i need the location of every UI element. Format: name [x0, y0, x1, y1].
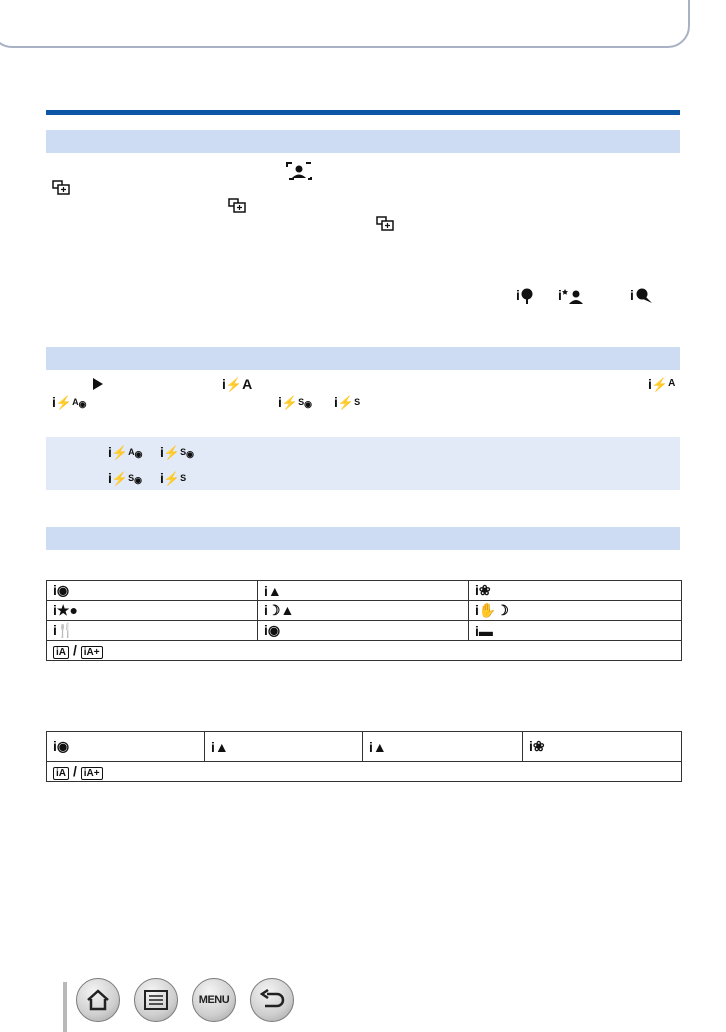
i-flash-auto: i⚡$^A$ [648, 376, 676, 392]
menu-label: MENU [198, 994, 230, 1006]
multi-area-af-icon [52, 180, 70, 195]
home-button[interactable] [76, 978, 120, 1022]
scene-cell: i◉ [47, 581, 258, 601]
multi-area-af-icon [376, 216, 394, 231]
face-detect-icon [286, 162, 312, 180]
section-band-flash [46, 347, 680, 370]
scene-cell: i❀ [469, 581, 682, 601]
scene-table-photo [46, 580, 682, 661]
list-icon [143, 989, 169, 1011]
nav-divider [63, 982, 67, 1032]
i-flash-slow-redeye: i⚡$^S$◉ [108, 470, 142, 486]
i-flash-auto-redeye: i⚡$^A$◉ [52, 394, 87, 410]
i-flash-slow-redeye: i⚡$^S$◉ [278, 394, 312, 410]
back-button[interactable] [250, 978, 294, 1022]
ia-mode-cell: iA / iA+ [47, 762, 682, 782]
multi-area-af-icon [228, 198, 246, 213]
i-flash-auto-redeye: i⚡$^A$◉ [108, 444, 143, 460]
ia-icon: iA [53, 646, 69, 659]
scene-table-video [46, 731, 682, 782]
home-icon [85, 988, 111, 1012]
ia-plus-icon: iA+ [81, 767, 103, 780]
ia-mode-cell: iA / iA+ [47, 641, 682, 661]
ia-plus-icon: iA+ [81, 646, 103, 659]
scene-cell: i▲ [258, 581, 469, 601]
scene-cell: i☽▲ [258, 601, 469, 621]
scene-cell: i❀ [523, 732, 682, 762]
play-icon [92, 377, 104, 391]
scene-cell: i▲ [363, 732, 523, 762]
ia-icon: iA [53, 767, 69, 780]
scene-cell: i✋☽ [469, 601, 682, 621]
scene-cell: i🍴 [47, 621, 258, 641]
i-flash-slow-redeye: i⚡$^S$◉ [160, 444, 194, 460]
scene-cell: i▬ [469, 621, 682, 641]
section-band-scene [46, 527, 680, 550]
i-baby-icon: i [630, 287, 654, 304]
i-flash-slow: i⚡$^S$ [334, 394, 361, 410]
menu-button[interactable] [192, 978, 236, 1022]
title-rule [46, 110, 680, 115]
scene-cell: i◉ [258, 621, 469, 641]
i-flash-slow: i⚡$^S$ [160, 470, 187, 486]
scene-cell: i★● [47, 601, 258, 621]
i-night-portrait-icon: i [558, 287, 584, 304]
i-flash-auto: i⚡A [222, 376, 253, 392]
section-band-af [46, 130, 680, 153]
i-portrait-icon: i [516, 287, 534, 304]
scene-cell: i▲ [205, 732, 363, 762]
page-header-tab [0, 0, 690, 48]
back-arrow-icon [259, 989, 285, 1011]
scene-cell: i◉ [47, 732, 205, 762]
contents-button[interactable] [134, 978, 178, 1022]
